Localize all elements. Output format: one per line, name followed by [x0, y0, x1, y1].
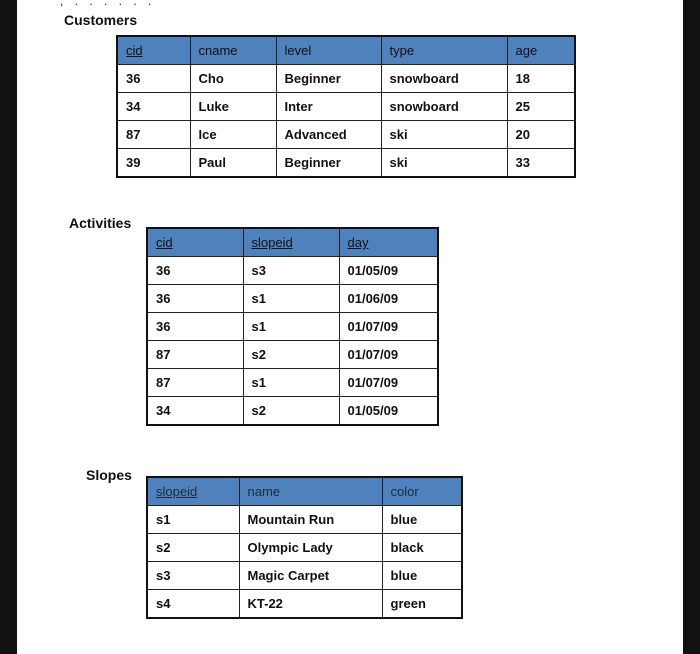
table-row: [147, 506, 462, 534]
table-header-row: [147, 228, 438, 257]
table-header-row: [147, 477, 462, 506]
cell-cid: 36: [147, 313, 243, 341]
cell-age: 25: [507, 93, 575, 121]
table-row: [117, 149, 575, 178]
customers-table: [116, 35, 576, 178]
table-header-row: [117, 36, 575, 65]
cell-cid: 36: [147, 257, 243, 285]
cell-color: green: [382, 590, 462, 619]
cell-cname: Cho: [190, 65, 276, 93]
table-row: [117, 121, 575, 149]
table-row: [147, 562, 462, 590]
cell-slopeid: s2: [147, 534, 239, 562]
column-header-level: level: [276, 36, 381, 65]
cell-slopeid: s1: [147, 506, 239, 534]
cell-color: blue: [382, 562, 462, 590]
cell-type: ski: [381, 121, 507, 149]
cell-cid: 87: [117, 121, 190, 149]
cell-day: 01/07/09: [339, 341, 438, 369]
cell-slopeid: s3: [147, 562, 239, 590]
column-header-cid: cid: [147, 228, 243, 257]
cell-day: 01/05/09: [339, 257, 438, 285]
column-header-day: day: [339, 228, 438, 257]
cell-name: Mountain Run: [239, 506, 382, 534]
column-header-slopeid: slopeid: [243, 228, 339, 257]
cell-age: 20: [507, 121, 575, 149]
cell-cid: 39: [117, 149, 190, 178]
cell-color: blue: [382, 506, 462, 534]
cell-type: ski: [381, 149, 507, 178]
cell-level: Advanced: [276, 121, 381, 149]
table-row: [147, 369, 438, 397]
cell-name: Magic Carpet: [239, 562, 382, 590]
column-header-type: type: [381, 36, 507, 65]
activities-title: Activities: [69, 215, 132, 231]
table-row: [147, 590, 462, 619]
page-edge-left: [0, 0, 17, 654]
page-edge-right: [683, 0, 700, 654]
customers-title: Customers: [64, 12, 138, 28]
table-row: [147, 285, 438, 313]
column-header-name: name: [239, 477, 382, 506]
cell-level: Beginner: [276, 149, 381, 178]
cell-type: snowboard: [381, 93, 507, 121]
table-row: [147, 341, 438, 369]
table-row: [147, 397, 438, 426]
cell-cid: 36: [117, 65, 190, 93]
cell-slopeid: s1: [243, 285, 339, 313]
cell-level: Beginner: [276, 65, 381, 93]
cell-slopeid: s1: [243, 369, 339, 397]
table-row: [147, 534, 462, 562]
cell-cname: Ice: [190, 121, 276, 149]
cell-cid: 87: [147, 369, 243, 397]
cell-slopeid: s4: [147, 590, 239, 619]
column-header-age: age: [507, 36, 575, 65]
cell-day: 01/07/09: [339, 369, 438, 397]
cell-slopeid: s2: [243, 341, 339, 369]
slopes-title: Slopes: [86, 467, 132, 483]
table-row: [147, 313, 438, 341]
table-row: [117, 65, 575, 93]
cell-slopeid: s3: [243, 257, 339, 285]
cell-slopeid: s1: [243, 313, 339, 341]
cell-color: black: [382, 534, 462, 562]
cell-type: snowboard: [381, 65, 507, 93]
cell-cname: Paul: [190, 149, 276, 178]
column-header-cname: cname: [190, 36, 276, 65]
cell-age: 33: [507, 149, 575, 178]
column-header-color: color: [382, 477, 462, 506]
table-row: [147, 257, 438, 285]
cell-age: 18: [507, 65, 575, 93]
cell-day: 01/06/09: [339, 285, 438, 313]
cropped-top-text: , . . . . . .: [60, 0, 156, 8]
slopes-table: [146, 476, 463, 619]
cell-name: Olympic Lady: [239, 534, 382, 562]
cell-level: Inter: [276, 93, 381, 121]
cell-cid: 34: [117, 93, 190, 121]
cell-name: KT-22: [239, 590, 382, 619]
table-row: [117, 93, 575, 121]
cell-day: 01/07/09: [339, 313, 438, 341]
cell-cid: 87: [147, 341, 243, 369]
column-header-slopeid: slopeid: [147, 477, 239, 506]
column-header-cid: cid: [117, 36, 190, 65]
cell-day: 01/05/09: [339, 397, 438, 426]
cell-cname: Luke: [190, 93, 276, 121]
cell-cid: 36: [147, 285, 243, 313]
cell-cid: 34: [147, 397, 243, 426]
cell-slopeid: s2: [243, 397, 339, 426]
activities-table: [146, 227, 439, 426]
